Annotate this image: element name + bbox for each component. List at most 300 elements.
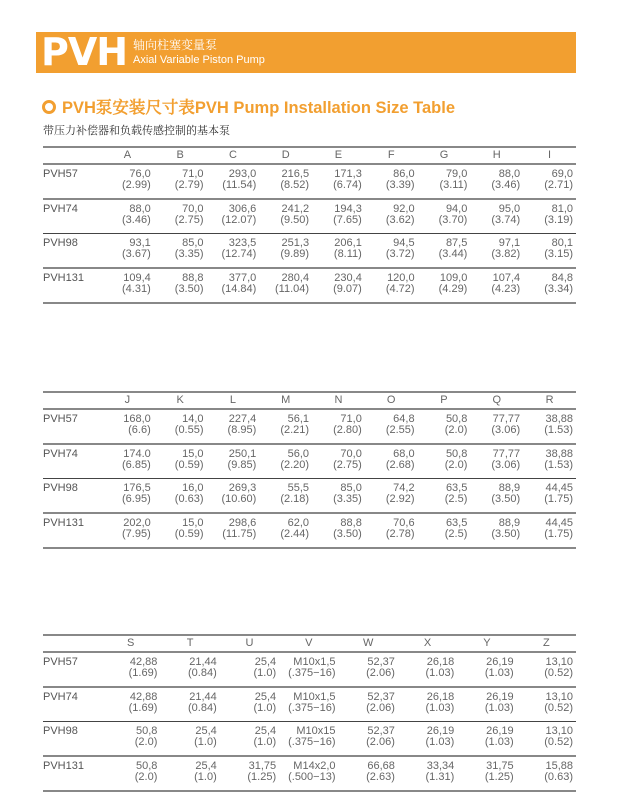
dimension-cell <box>101 234 154 269</box>
value-inch: (10.60) <box>221 492 257 505</box>
value-mm: 88,9 <box>498 482 521 494</box>
value-inch: (3.34) <box>544 282 573 295</box>
dimension-cell <box>470 234 523 269</box>
value-mm: 31,75 <box>486 760 514 772</box>
value-inch: (4.23) <box>491 282 521 295</box>
value-inch: (3.50) <box>491 527 521 540</box>
column-header: Z <box>542 637 550 649</box>
dimension-cell <box>517 687 576 722</box>
value-inch: (1.69) <box>128 701 158 714</box>
value-mm: 109,4 <box>123 272 151 284</box>
column-header: P <box>440 394 448 406</box>
value-mm: 323,5 <box>228 237 257 249</box>
table-row <box>43 268 576 303</box>
column-header: H <box>492 149 501 161</box>
dimension-cell <box>312 268 365 303</box>
value-mm: M10x1,5 <box>293 656 336 668</box>
dimension-cell <box>523 513 576 548</box>
model-name: PVH131 <box>43 760 84 772</box>
section-title <box>42 98 455 118</box>
dimension-cell <box>470 513 523 548</box>
dimension-cell <box>418 444 471 479</box>
banner-title-cn: 轴向柱塞变量泵 <box>133 38 218 52</box>
dimension-cell <box>523 268 576 303</box>
dimension-cell <box>365 234 418 269</box>
value-inch: (3.44) <box>438 247 468 260</box>
value-mm: 26,18 <box>426 691 455 703</box>
value-inch: (2.68) <box>385 458 415 471</box>
value-mm: 227,4 <box>228 413 257 425</box>
dimension-cell <box>154 409 207 444</box>
value-inch: (0.52) <box>544 735 573 748</box>
dimension-cell <box>101 513 154 548</box>
value-mm: 13,10 <box>545 656 573 668</box>
dimension-cell <box>523 409 576 444</box>
value-mm: M14x2,0 <box>293 760 336 772</box>
value-inch: (9.89) <box>280 247 310 260</box>
value-inch: (.500−13) <box>288 770 336 783</box>
value-inch: (4.72) <box>385 282 415 295</box>
value-inch: (3.67) <box>122 247 151 260</box>
dimension-cell <box>259 444 312 479</box>
value-mm: 84,8 <box>551 272 573 284</box>
value-inch: (0.59) <box>174 458 204 471</box>
dimension-cell <box>365 479 418 514</box>
value-inch: (2.44) <box>280 527 310 540</box>
dimension-cell <box>470 444 523 479</box>
dimension-cell <box>365 199 418 234</box>
value-inch: (1.0) <box>253 701 277 714</box>
dimension-cell <box>154 199 207 234</box>
value-mm: 25,4 <box>195 760 217 772</box>
value-inch: (9.85) <box>227 458 257 471</box>
size-table-j-r <box>43 391 576 549</box>
value-inch: (7.65) <box>333 213 362 226</box>
value-mm: 50,8 <box>135 725 158 737</box>
value-mm: 97,1 <box>498 237 521 249</box>
dimension-cell <box>101 756 160 791</box>
dimension-cell <box>220 687 279 722</box>
value-inch: (0.84) <box>188 701 217 714</box>
value-mm: 63,5 <box>445 517 468 529</box>
column-header: F <box>387 149 395 161</box>
dimension-cell <box>365 164 418 199</box>
value-mm: 50,8 <box>445 448 468 460</box>
dimension-cell <box>457 722 516 757</box>
column-header: L <box>229 394 236 406</box>
dimension-cell <box>101 722 160 757</box>
dimension-cell <box>398 722 457 757</box>
value-mm: 42,88 <box>129 691 158 703</box>
dimension-cell <box>220 722 279 757</box>
dimension-cell <box>398 756 457 791</box>
value-inch: (2.5) <box>444 492 468 505</box>
dimension-cell <box>160 652 219 687</box>
dimension-cell <box>279 756 338 791</box>
dimension-cell <box>339 652 398 687</box>
bullet-ring-icon <box>42 100 56 114</box>
value-inch: (11.54) <box>222 178 257 191</box>
dimension-cell <box>259 234 312 269</box>
value-mm: 21,44 <box>189 656 217 668</box>
column-header: N <box>334 394 343 406</box>
dimension-cell <box>154 479 207 514</box>
value-mm: 230,4 <box>334 272 362 284</box>
value-mm: 88,0 <box>498 168 521 180</box>
dimension-cell <box>259 268 312 303</box>
dimension-cell <box>101 164 154 199</box>
value-inch: (12.07) <box>221 213 257 226</box>
value-inch: (2.99) <box>122 178 151 191</box>
value-mm: 16,0 <box>182 482 204 494</box>
dimension-cell <box>154 513 207 548</box>
dimension-cell <box>154 268 207 303</box>
value-inch: (3.50) <box>491 492 521 505</box>
dimension-cell <box>312 234 365 269</box>
dimension-cell <box>418 199 471 234</box>
table-row <box>43 164 576 199</box>
value-inch: (0.63) <box>544 770 573 783</box>
value-inch: (1.69) <box>128 666 158 679</box>
value-mm: 66,68 <box>367 760 395 772</box>
table-row <box>43 652 576 687</box>
value-mm: 86,0 <box>393 168 415 180</box>
value-inch: (3.62) <box>385 213 415 226</box>
column-header: G <box>439 149 449 161</box>
dimension-cell <box>279 687 338 722</box>
dimension-cell <box>365 409 418 444</box>
value-mm: 79,0 <box>445 168 468 180</box>
dimension-cell <box>339 756 398 791</box>
dimension-cell <box>517 722 576 757</box>
value-inch: (1.31) <box>425 770 455 783</box>
value-inch: (9.50) <box>280 213 310 226</box>
value-inch: (2.63) <box>366 770 395 783</box>
value-inch: (2.80) <box>333 423 362 436</box>
value-mm: 21,44 <box>189 691 217 703</box>
dimension-cell <box>470 268 523 303</box>
value-inch: (0.84) <box>188 666 217 679</box>
value-mm: 62,0 <box>287 517 310 529</box>
dimension-cell <box>312 479 365 514</box>
dimension-cell <box>523 234 576 269</box>
dimension-cell <box>398 687 457 722</box>
value-inch: (11.04) <box>275 282 310 295</box>
column-header: O <box>386 394 396 406</box>
value-mm: 13,10 <box>545 725 573 737</box>
value-inch: (1.0) <box>194 735 217 748</box>
value-inch: (2.06) <box>366 735 395 748</box>
value-mm: 50,8 <box>135 760 158 772</box>
value-inch: (0.52) <box>544 666 573 679</box>
section-title-text: PVH泵安装尺寸表PVH Pump Installation Size Table <box>62 99 456 117</box>
dimension-cell <box>259 479 312 514</box>
dimension-cell <box>523 199 576 234</box>
value-mm: 269,3 <box>228 482 257 494</box>
dimension-cell <box>101 199 154 234</box>
model-name: PVH98 <box>43 237 78 249</box>
value-inch: (3.46) <box>491 178 521 191</box>
dimension-cell <box>101 268 154 303</box>
value-inch: (3.15) <box>544 247 573 260</box>
value-mm: 168,0 <box>123 413 151 425</box>
dimension-cell <box>101 687 160 722</box>
value-mm: 95,0 <box>498 203 521 215</box>
value-inch: (2.71) <box>544 178 573 191</box>
value-inch: (3.72) <box>385 247 415 260</box>
value-mm: 171,3 <box>334 168 362 180</box>
section-subtitle: 带压力补偿器和负载传感控制的基本泵 <box>43 125 230 137</box>
value-inch: (1.03) <box>425 666 455 679</box>
value-mm: 88,8 <box>182 272 204 284</box>
value-mm: 33,34 <box>426 760 455 772</box>
value-mm: 251,3 <box>281 237 310 249</box>
dimension-cell <box>207 234 260 269</box>
value-mm: 107,4 <box>492 272 521 284</box>
value-inch: (0.55) <box>174 423 204 436</box>
model-name: PVH57 <box>43 656 78 668</box>
column-header: T <box>186 637 194 649</box>
column-header: E <box>334 149 343 161</box>
value-inch: (1.03) <box>484 735 514 748</box>
value-mm: 38,88 <box>545 413 573 425</box>
value-inch: (4.31) <box>122 282 151 295</box>
dimension-cell <box>339 687 398 722</box>
value-mm: 94,5 <box>393 237 415 249</box>
value-mm: 71,0 <box>340 413 362 425</box>
dimension-cell <box>457 756 516 791</box>
value-inch: (2.0) <box>444 423 468 436</box>
value-inch: (2.75) <box>333 458 362 471</box>
dimension-cell <box>101 652 160 687</box>
dimension-cell <box>207 268 260 303</box>
value-mm: 26,19 <box>486 725 514 737</box>
value-mm: 15,0 <box>182 448 204 460</box>
dimension-cell <box>312 409 365 444</box>
table-row <box>43 687 576 722</box>
model-name: PVH131 <box>43 272 84 284</box>
dimension-cell <box>101 444 154 479</box>
table-row <box>43 199 576 234</box>
value-mm: 14,0 <box>182 413 204 425</box>
dimension-cell <box>457 687 516 722</box>
value-mm: 80,1 <box>551 237 573 249</box>
dimension-cell <box>154 234 207 269</box>
dimension-cell <box>470 409 523 444</box>
banner-title-en: Axial Variable Piston Pump <box>133 54 265 66</box>
value-mm: 94,0 <box>445 203 468 215</box>
table-header-row <box>43 635 576 652</box>
value-mm: 44,45 <box>545 482 573 494</box>
value-inch: (2.79) <box>174 178 204 191</box>
model-name: PVH98 <box>43 482 78 494</box>
dimension-cell <box>220 652 279 687</box>
dimension-cell <box>517 652 576 687</box>
value-mm: 31,75 <box>248 760 277 772</box>
dimension-cell <box>160 687 219 722</box>
dimension-cell <box>470 164 523 199</box>
column-header: B <box>176 149 184 161</box>
dimension-cell <box>207 164 260 199</box>
value-inch: (3.35) <box>333 492 362 505</box>
column-header: A <box>123 149 132 161</box>
dimension-cell <box>220 756 279 791</box>
dimension-cell <box>418 164 471 199</box>
value-inch: (2.5) <box>444 527 468 540</box>
value-mm: 26,19 <box>426 725 455 737</box>
value-mm: 68,0 <box>393 448 415 460</box>
value-inch: (3.19) <box>544 213 573 226</box>
value-inch: (2.55) <box>385 423 415 436</box>
value-mm: 56,0 <box>287 448 310 460</box>
dimension-cell <box>259 513 312 548</box>
dimension-cell <box>523 444 576 479</box>
value-mm: 88,9 <box>498 517 521 529</box>
model-name: PVH131 <box>43 517 84 529</box>
value-inch: (1.03) <box>484 666 514 679</box>
table-header-row <box>43 147 576 164</box>
value-inch: (3.06) <box>491 458 521 471</box>
value-inch: (1.0) <box>253 666 277 679</box>
value-mm: 241,2 <box>281 203 310 215</box>
dimension-cell <box>365 268 418 303</box>
dimension-cell <box>207 513 260 548</box>
dimension-cell <box>312 164 365 199</box>
value-mm: 15,88 <box>545 760 573 772</box>
column-header: I <box>548 149 552 161</box>
dimension-cell <box>418 268 471 303</box>
column-header: K <box>176 394 184 406</box>
column-header: W <box>362 637 374 649</box>
table-header-row <box>43 392 576 409</box>
header-banner <box>36 32 576 73</box>
value-inch: (2.20) <box>280 458 310 471</box>
value-mm: 293,0 <box>228 168 257 180</box>
value-inch: (.375−16) <box>288 735 336 748</box>
dimension-cell <box>523 164 576 199</box>
value-inch: (.375−16) <box>288 666 336 679</box>
value-mm: 25,4 <box>195 725 217 737</box>
value-mm: 25,4 <box>254 691 277 703</box>
value-mm: 70,0 <box>340 448 362 460</box>
value-mm: M10x15 <box>296 725 336 737</box>
value-inch: (3.50) <box>174 282 204 295</box>
model-name: PVH74 <box>43 203 78 215</box>
value-mm: 88,8 <box>340 517 362 529</box>
value-mm: 250,1 <box>228 448 257 460</box>
value-inch: (3.50) <box>333 527 362 540</box>
dimension-cell <box>312 444 365 479</box>
dimension-cell <box>312 513 365 548</box>
value-mm: 71,0 <box>182 168 204 180</box>
size-table-s-z <box>43 634 576 792</box>
value-inch: (1.0) <box>194 770 217 783</box>
value-inch: (2.18) <box>280 492 310 505</box>
value-inch: (3.11) <box>439 178 468 191</box>
table-row <box>43 513 576 548</box>
value-inch: (2.06) <box>366 666 395 679</box>
header-model <box>43 635 101 652</box>
value-mm: M10x1,5 <box>293 691 336 703</box>
column-header: C <box>228 149 237 161</box>
value-mm: 26,19 <box>486 656 514 668</box>
value-inch: (1.03) <box>484 701 514 714</box>
value-mm: 52,37 <box>367 691 395 703</box>
dimension-cell <box>101 479 154 514</box>
column-header: X <box>423 637 432 649</box>
dimension-cell <box>339 722 398 757</box>
value-mm: 64,8 <box>393 413 415 425</box>
value-mm: 92,0 <box>393 203 415 215</box>
value-mm: 44,45 <box>545 517 573 529</box>
table-row <box>43 756 576 791</box>
value-inch: (1.0) <box>253 735 277 748</box>
value-inch: (8.95) <box>227 423 257 436</box>
value-mm: 206,1 <box>334 237 362 249</box>
value-mm: 280,4 <box>281 272 310 284</box>
value-mm: 87,5 <box>445 237 468 249</box>
model-name: PVH74 <box>43 448 78 460</box>
value-mm: 120,0 <box>387 272 415 284</box>
dimension-cell <box>160 722 219 757</box>
dimension-cell <box>154 444 207 479</box>
column-header: Y <box>483 637 491 649</box>
table-row <box>43 722 576 757</box>
dimension-cell <box>418 409 471 444</box>
dimension-cell <box>279 652 338 687</box>
value-inch: (2.06) <box>366 701 395 714</box>
dimension-cell <box>517 756 576 791</box>
value-inch: (1.03) <box>425 701 455 714</box>
value-inch: (3.46) <box>122 213 151 226</box>
value-inch: (2.0) <box>134 770 158 783</box>
model-name: PVH98 <box>43 725 78 737</box>
column-header: R <box>545 394 554 406</box>
value-mm: 77,77 <box>492 413 521 425</box>
value-inch: (2.0) <box>444 458 468 471</box>
value-inch: (1.53) <box>544 458 573 471</box>
dimension-cell <box>457 652 516 687</box>
value-inch: (3.35) <box>174 247 204 260</box>
value-inch: (7.95) <box>122 527 151 540</box>
value-inch: (6.85) <box>122 458 151 471</box>
dimension-cell <box>207 199 260 234</box>
value-mm: 25,4 <box>254 725 277 737</box>
dimension-cell <box>207 479 260 514</box>
column-header: Q <box>492 394 502 406</box>
value-inch: (6.74) <box>333 178 362 191</box>
dimension-cell <box>470 199 523 234</box>
column-header: D <box>281 149 290 161</box>
value-mm: 176,5 <box>123 482 151 494</box>
dimension-cell <box>101 409 154 444</box>
value-mm: 52,37 <box>367 656 395 668</box>
value-mm: 306,6 <box>228 203 257 215</box>
value-inch: (0.52) <box>544 701 573 714</box>
value-inch: (1.25) <box>484 770 514 783</box>
value-mm: 25,4 <box>254 656 277 668</box>
value-mm: 298,6 <box>228 517 257 529</box>
value-inch: (1.53) <box>544 423 573 436</box>
value-inch: (14.84) <box>221 282 257 295</box>
value-inch: (6.6) <box>128 423 151 436</box>
dimension-cell <box>470 479 523 514</box>
dimension-cell <box>154 164 207 199</box>
value-inch: (2.0) <box>134 735 158 748</box>
value-mm: 26,18 <box>426 656 455 668</box>
column-header: V <box>305 637 313 649</box>
dimension-cell <box>160 756 219 791</box>
